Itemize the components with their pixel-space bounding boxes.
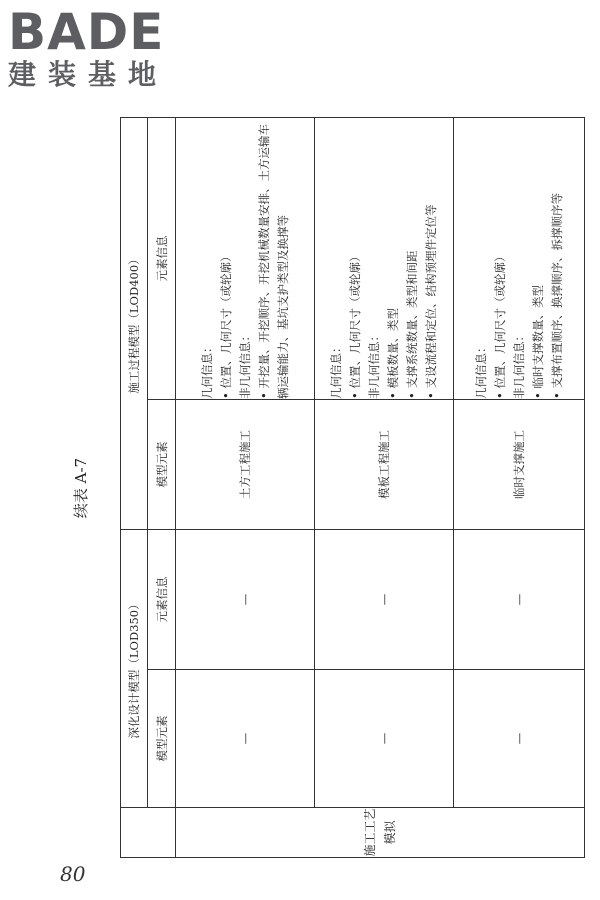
bade-logo — [8, 3, 169, 92]
lod400-info-cell — [315, 117, 454, 399]
lod400-element-cell: 土方工程施工 — [176, 399, 315, 529]
header-model-element: 模型元素 — [148, 399, 176, 529]
table-row — [315, 117, 454, 857]
header-element-info: 元素信息 — [148, 529, 176, 669]
corner-cell — [121, 808, 176, 858]
table-row — [454, 117, 585, 857]
lod350-element-cell: — — [315, 670, 454, 808]
category-cell: 施工工艺模拟 — [176, 808, 585, 858]
info-line: 几何信息： — [473, 341, 488, 399]
info-line: • 临时支撑数量、类型 — [530, 285, 545, 399]
page-number: 80 — [60, 862, 86, 886]
info-line: 非几何信息： — [511, 329, 526, 399]
table-title: 续表 A-7 — [72, 457, 90, 519]
table-row — [176, 117, 315, 857]
lod400-info-cell — [454, 117, 585, 399]
lod400-element-cell: 模板工程施工 — [315, 399, 454, 529]
info-line: • 位置、几何尺寸（或轮廓） — [348, 250, 362, 399]
info-line: • 位置、几何尺寸（或轮廓） — [492, 250, 507, 399]
info-line: 非几何信息： — [237, 329, 252, 399]
lod350-info-cell: — — [315, 529, 454, 669]
info-line: 几何信息： — [199, 341, 214, 399]
rotated-table-page — [70, 118, 564, 858]
header-lod350: 深化设计模型（LOD350） — [121, 529, 148, 807]
lod400-info-cell — [176, 117, 315, 399]
lod350-element-cell: — — [454, 670, 585, 808]
header-lod400: 施工过程模型（LOD400） — [121, 117, 148, 529]
info-line: • 支撑布置顺序、换撑顺序、拆撑顺序等 — [549, 193, 564, 399]
info-line: • 模板数量、类型 — [386, 308, 400, 399]
header-element-info: 元素信息 — [148, 117, 176, 399]
header-model-element: 模型元素 — [148, 670, 176, 808]
info-line: 几何信息： — [329, 341, 343, 399]
lod350-info-cell: — — [454, 529, 585, 669]
info-line: • 支撑系统数量、类型和间距 — [405, 250, 419, 399]
logo-brand-text: BADE — [8, 3, 165, 61]
logo-chinese-text: 建装基地 — [8, 58, 169, 91]
lod350-info-cell: — — [176, 529, 315, 669]
info-line: • 支设流程和定位、结构预埋件定位等 — [424, 204, 438, 399]
info-line: 非几何信息： — [367, 329, 381, 399]
info-line: • 开挖量、开挖顺序、开挖机械数量安排、土方运输车辆运输能力、基坑支护类型及换撑等 — [256, 124, 290, 399]
lod-table — [120, 117, 585, 858]
info-line: • 位置、几何尺寸（或轮廓） — [218, 250, 233, 399]
lod350-element-cell: — — [176, 670, 315, 808]
lod400-element-cell: 临时支撑施工 — [454, 399, 585, 529]
